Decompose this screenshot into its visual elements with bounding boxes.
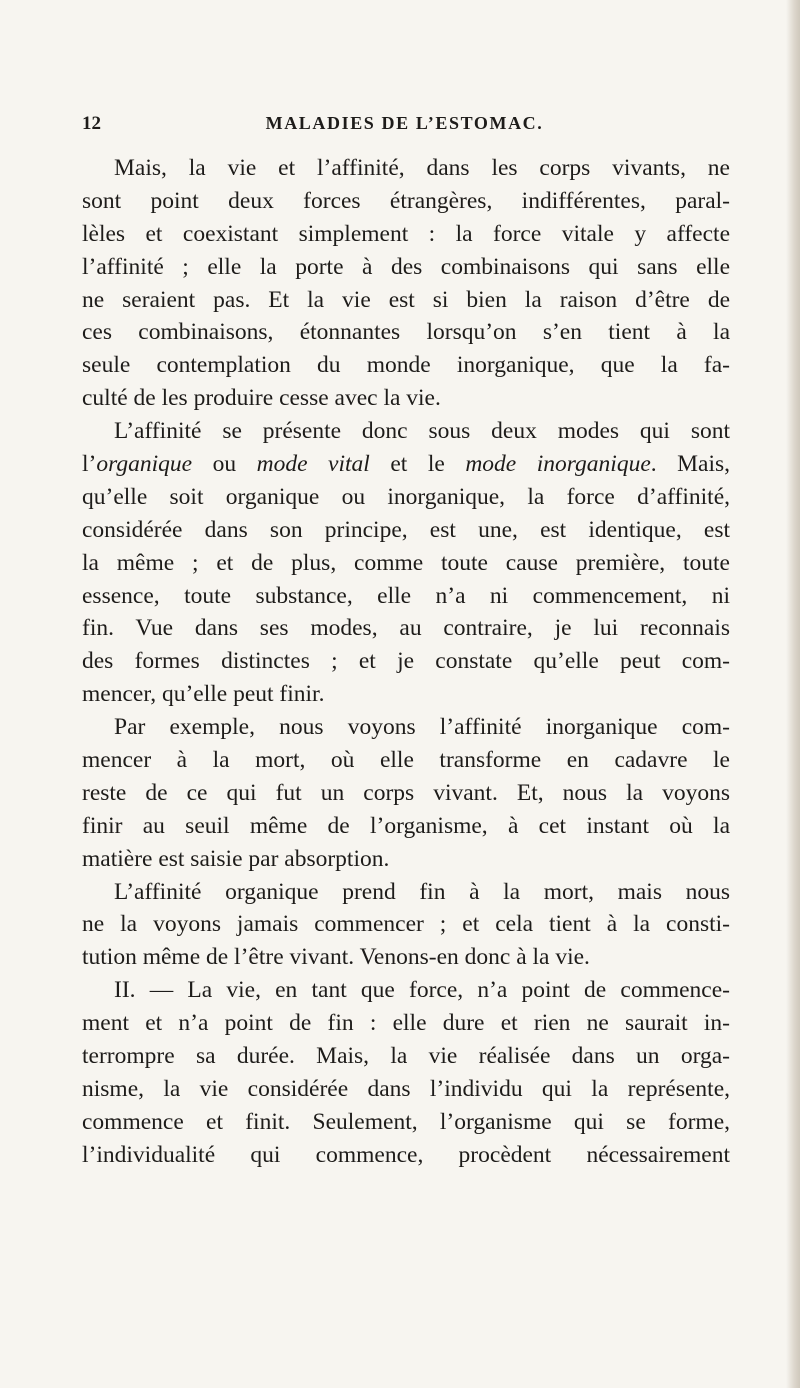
text-line: des formes distinctes ; et je constate qu’elle peut com- xyxy=(82,648,730,675)
text-line: la même ; et de plus, comme toute cause première, toute xyxy=(82,549,730,576)
body-text xyxy=(82,152,730,1172)
text-line: L’affinité se présente donc sous deux modes qui sont xyxy=(114,418,730,445)
text-line: Mais, la vie et l’affinité, dans les corps vivants, ne xyxy=(114,155,730,181)
text-line: lèles et coexistant simplement : la force vitale y affecte xyxy=(82,220,730,247)
text-line: tution même de l’être vivant. Venons-en donc à la vie. xyxy=(82,944,590,971)
text-line: culté de les produire cesse avec la vie. xyxy=(82,385,441,412)
text-line: nisme, la vie considérée dans l’individu qui la représente, xyxy=(82,1075,730,1102)
page-header xyxy=(82,113,727,143)
text-segment: l’ xyxy=(82,451,97,478)
text-line: considérée dans son principe, est une, est identique, est xyxy=(82,516,730,543)
text-segment: . Mais, xyxy=(650,451,731,478)
page-edge-shadow xyxy=(786,0,800,1388)
text-line: mencer, qu’elle peut finir. xyxy=(82,681,325,708)
text-line: matière est saisie par absorption. xyxy=(82,845,390,872)
page-number: 12 xyxy=(82,113,101,134)
italic-term: organique xyxy=(96,451,193,478)
text-line: ment et n’a point de fin : elle dure et rien ne saurait in- xyxy=(82,1010,730,1037)
text-line: reste de ce qui fut un corps vivant. Et, nous la voyons xyxy=(82,779,730,806)
italic-term: mode inorganique xyxy=(465,451,651,478)
text-line: terrompre sa durée. Mais, la vie réalisée dans un orga- xyxy=(82,1043,730,1070)
italic-term: mode vital xyxy=(256,451,370,478)
text-line: ne seraient pas. Et la vie est si bien la raison d’être de xyxy=(82,286,730,313)
text-line: II. — La vie, en tant que force, n’a point de commence- xyxy=(114,977,730,1004)
text-line: finir au seuil même de l’organisme, à cet instant où la xyxy=(82,812,730,839)
text-line: L’affinité organique prend fin à la mort, mais nous xyxy=(114,878,730,905)
text-line: sont point deux forces étrangères, indifférentes, paral- xyxy=(82,187,730,214)
text-line: ne la voyons jamais commencer ; et cela tient à la consti- xyxy=(82,911,730,938)
text-line: commence et finit. Seulement, l’organisme qui se forme, xyxy=(82,1108,730,1135)
text-line: l’affinité ; elle la porte à des combinaisons qui sans elle xyxy=(82,253,730,280)
text-line: seule contemplation du monde inorganique, que la fa- xyxy=(82,352,730,379)
text-line: mencer à la mort, où elle transforme en cadavre le xyxy=(82,747,730,774)
text-line: Par exemple, nous voyons l’affinité inorganique com- xyxy=(114,714,730,741)
text-segment: ou xyxy=(192,451,257,478)
text-line: l’individualité qui commence, procèdent nécessairement xyxy=(82,1141,730,1168)
text-segment: et le xyxy=(369,451,466,478)
text-line: ces combinaisons, étonnantes lorsqu’on s’en tient à la xyxy=(82,319,730,346)
text-line: fin. Vue dans ses modes, au contraire, je lui reconnais xyxy=(82,615,730,642)
text-line: essence, toute substance, elle n’a ni commencement, ni xyxy=(82,582,730,609)
text-line xyxy=(82,448,730,481)
running-title: MALADIES DE L’ESTOMAC. xyxy=(265,113,544,133)
text-line: qu’elle soit organique ou inorganique, la force d’affinité, xyxy=(82,483,730,510)
